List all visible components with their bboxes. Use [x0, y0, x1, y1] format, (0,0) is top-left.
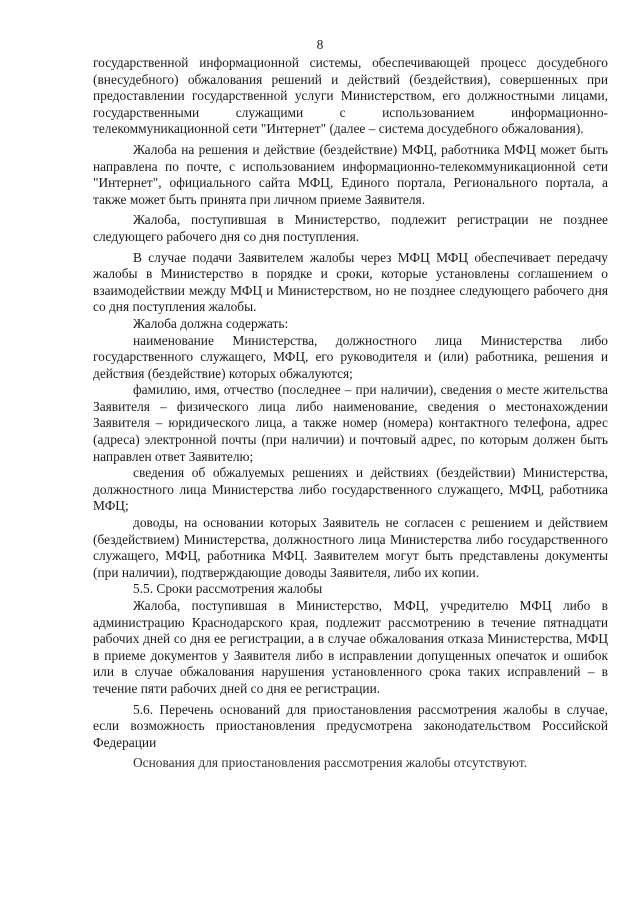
paragraph-complaint-contents: Жалоба должна содержать:	[133, 315, 289, 331]
paragraph-registration: Жалоба, поступившая в Министерство, подлежит регистрации не позднее следующего рабочего дня со дня поступления.	[93, 212, 608, 244]
list-item-arguments: доводы, на основании которых Заявитель не согласен с решением и действием (бездействием) Министерства, должностного лица Министерства либо государственного служащего, МФЦ, работника МФЦ. Заявителем могут быть представлены документы (при наличии), подтверждающие доводы Заявителя, либо их копии.	[93, 515, 608, 580]
paragraph-no-grounds: Основания для приостановления рассмотрения жалобы отсутствуют.	[133, 755, 528, 771]
list-item-decisions: сведения об обжалуемых решениях и действиях (бездействии) Министерства, должностного лица Министерства либо государственного служащего, МФЦ, работника МФЦ;	[93, 465, 608, 514]
document-body	[93, 55, 608, 772]
paragraph-complaint-mfc: Жалоба на решения и действие (бездействие) МФЦ, работника МФЦ может быть направлена по почте, с использованием информационно-телекоммуникационной сети "Интернет", официального сайта МФЦ, Единого портала, Регионального портала, а также может быть принята при личном приеме Заявителя.	[93, 141, 608, 207]
list-item-applicant-info: фамилию, имя, отчество (последнее – при наличии), сведения о месте жительства Заявителя – физического лица либо наименование, сведения о местонахождении Заявителя – юридического лица, а также номер (номера) контактного телефона, адрес (адреса) электронной почты (при наличии) и почтовый адрес, по которым должен быть направлен ответ Заявителю;	[93, 382, 608, 464]
paragraph-transfer-via-mfc: В случае подачи Заявителем жалобы через МФЦ МФЦ обеспечивает передачу жалобы в Министерство в порядке и сроки, которые установлены соглашением о взаимодействии между МФЦ и Министерством, но не позднее следующего рабочего дня со дня поступления жалобы.	[93, 249, 608, 315]
page-number: 8	[316, 37, 324, 52]
section-heading-5-6: 5.6. Перечень оснований для приостановления рассмотрения жалобы в случае, если возможность приостановления предусмотрена законодательством Российской Федерации	[93, 701, 608, 750]
paragraph-system-continuation: государственной информационной системы, обеспечивающей процесс досудебного (внесудебного) обжалования решений и действий (бездействия), совершенных при предоставлении государственной услуги Министерством, его должностными лицами, государственными служащими с использованием информационно-телекоммуникационной сети "Интернет" (далее – система досудебного обжалования).	[93, 55, 608, 137]
list-item-name: наименование Министерства, должностного лица Министерства либо государственного служащего, МФЦ, его руководителя и (или) работника, решения и действия (бездействие) которых обжалуются;	[93, 332, 608, 381]
paragraph-review-terms: Жалоба, поступившая в Министерство, МФЦ, учредителю МФЦ либо в администрацию Краснодарского края, подлежит рассмотрению в течение пятнадцати рабочих дней со дня ее регистрации, а в случае обжалования отказа Министерства, МФЦ в приеме документов у Заявителя либо в исправлении допущенных опечаток и ошибок или в случае обжалования нарушения установленного срока таких исправлений – в течение пяти рабочих дней со дня ее регистрации.	[93, 598, 608, 696]
section-heading-5-5: 5.5. Сроки рассмотрения жалобы	[133, 581, 323, 597]
